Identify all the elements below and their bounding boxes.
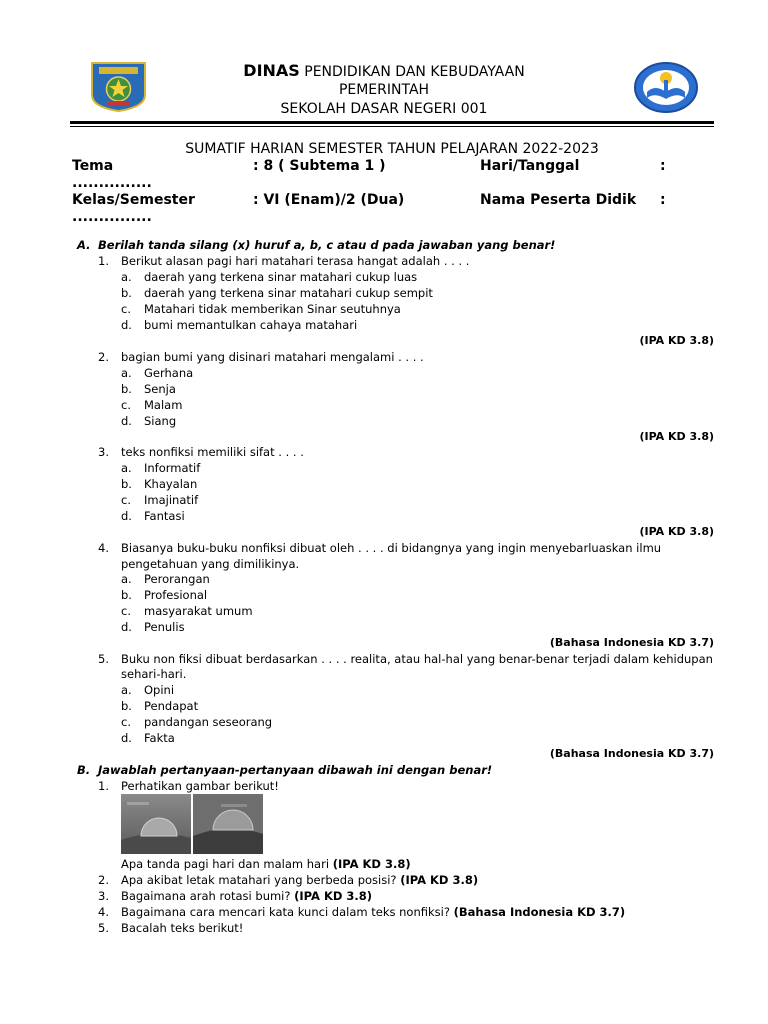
government-label: PEMERINTAH [338,82,430,98]
school-name: SEKOLAH DASAR NEGERI 001 [280,101,488,117]
regional-emblem-logo [90,61,147,112]
option-letter: a. [121,683,132,697]
question-text [121,872,478,888]
option-letter: d. [121,414,132,428]
competency-tag: (Bahasa Indonesia KD 3.7) [549,636,714,649]
option-letter: b. [121,286,132,300]
question-text: Biasanya buku-buku nonfiksi dibuat oleh . . . . di bidangnya yang ingin menyebarluaskan ilmu [121,541,662,555]
option-text: Malam [144,398,183,412]
option-text: bumi memantulkan cahaya matahari [144,318,358,332]
nama-peserta-label: Nama Peserta Didik [480,192,637,208]
question-number: 3. [98,889,109,903]
option-text: Imajinatif [144,493,199,507]
competency-tag: (IPA KD 3.8) [332,857,411,871]
option-text: daerah yang terkena sinar matahari cukup luas [144,270,418,284]
option-letter: c. [121,302,131,316]
option-text: Perorangan [144,572,210,586]
question-text-body: Bagaimana arah rotasi bumi? [121,889,295,903]
option-letter: a. [121,461,132,475]
option-text: Senja [144,382,176,396]
option-text: Informatif [144,461,201,475]
question-text-body: Bagaimana cara mencari kata kunci dalam teks nonfiksi? [121,905,454,919]
option-text: Matahari tidak memberikan Sinar seutuhnya [144,302,401,316]
question-subtext-text: Apa tanda pagi hari dan malam hari [121,857,333,871]
option-letter: d. [121,731,132,745]
question-text: teks nonfiksi memiliki sifat . . . . [121,445,304,459]
option-text: Penulis [144,620,185,634]
question-number: 4. [98,541,109,555]
kelas-semester-value: : VI (Enam)/2 (Dua) [253,192,405,208]
tema-label: Tema [72,158,114,174]
header-divider-thick [70,121,714,124]
question-text: Perhatikan gambar berikut! [121,779,279,793]
question-number: 1. [98,254,109,268]
competency-tag: (IPA KD 3.8) [639,525,714,538]
kelas-semester-label: Kelas/Semester [72,192,195,208]
nama-peserta-blank: ............... [72,209,152,225]
competency-tag: (IPA KD 3.8) [400,873,479,887]
competency-tag: (Bahasa Indonesia KD 3.7) [453,905,626,919]
exam-title: SUMATIF HARIAN SEMESTER TAHUN PELAJARAN 2022-2023 [185,141,599,157]
question-text [121,888,372,904]
question-number: 5. [98,652,109,666]
option-letter: b. [121,477,132,491]
competency-tag: (Bahasa Indonesia KD 3.7) [549,747,714,760]
competency-tag: (IPA KD 3.8) [294,889,373,903]
question-text-continued: sehari-hari. [121,667,187,681]
option-letter: a. [121,572,132,586]
day-night-photo [121,794,263,854]
option-text: Opini [144,683,175,697]
header-divider-thin [70,126,714,127]
agency-name [160,61,608,82]
hari-tanggal-label: Hari/Tanggal [480,158,580,174]
option-letter: a. [121,270,132,284]
option-letter: d. [121,620,132,634]
option-letter: c. [121,604,131,618]
question-text: bagian bumi yang disinari matahari mengalami . . . . [121,350,424,364]
hari-tanggal-colon: : [660,158,666,174]
option-letter: a. [121,366,132,380]
question-number: 4. [98,905,109,919]
question-subtext [121,856,411,872]
question-number: 2. [98,873,109,887]
option-letter: b. [121,588,132,602]
question-text: Berikut alasan pagi hari matahari terasa hangat adalah . . . . [121,254,470,268]
tema-value: : 8 ( Subtema 1 ) [253,158,386,174]
option-text: Gerhana [144,366,194,380]
option-text: Pendapat [144,699,199,713]
question-text-continued: pengetahuan yang dimilikinya. [121,557,300,571]
hari-tanggal-blank: ............... [72,175,152,191]
option-letter: c. [121,398,131,412]
competency-tag: (IPA KD 3.8) [639,334,714,347]
section-b-instruction: Jawablah pertanyaan-pertanyaan dibawah ini dengan benar! [98,763,493,777]
option-letter: c. [121,715,131,729]
option-text: pandangan seseorang [144,715,273,729]
option-text: Siang [144,414,177,428]
question-text-body: Apa akibat letak matahari yang berbeda posisi? [121,873,401,887]
section-b-letter: B. [77,763,91,777]
option-text: Fantasi [144,509,185,523]
question-text: Bacalah teks berikut! [121,921,244,935]
tut-wuri-handayani-logo [633,62,699,113]
option-text: daerah yang terkena sinar matahari cukup sempit [144,286,433,300]
question-number: 1. [98,779,109,793]
option-letter: d. [121,318,132,332]
section-a-letter: A. [77,238,91,252]
option-letter: b. [121,382,132,396]
option-letter: d. [121,509,132,523]
option-text: Fakta [144,731,175,745]
nama-peserta-colon: : [660,192,666,208]
question-number: 2. [98,350,109,364]
question-text: Buku non fiksi dibuat berdasarkan . . . . realita, atau hal-hal yang benar-benar terjadi dalam kehidupan [121,652,713,666]
option-letter: c. [121,493,131,507]
section-a-instruction: Berilah tanda silang (x) huruf a, b, c atau d pada jawaban yang benar! [98,238,556,252]
option-text: Khayalan [144,477,198,491]
agency-name-bold: DINAS [243,61,300,80]
option-text: Profesional [144,588,208,602]
agency-name-rest: PENDIDIKAN DAN KEBUDAYAAN [304,64,525,80]
competency-tag: (IPA KD 3.8) [639,430,714,443]
question-number: 5. [98,921,109,935]
question-number: 3. [98,445,109,459]
question-text [121,904,625,920]
option-text: masyarakat umum [144,604,253,618]
option-letter: b. [121,699,132,713]
